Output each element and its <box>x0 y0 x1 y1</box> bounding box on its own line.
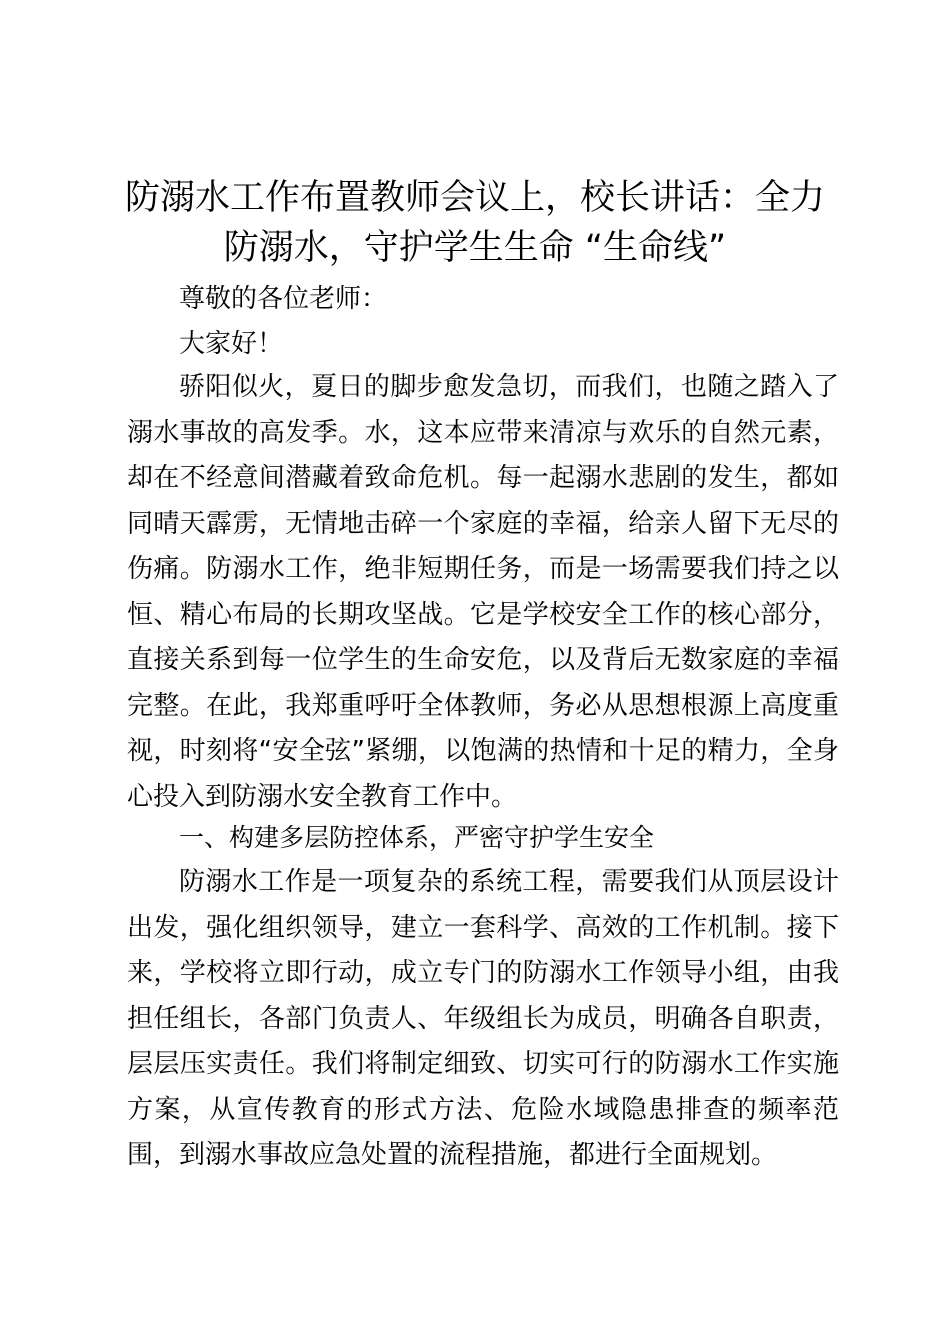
document-title-line-1: 防溺水工作布置教师会议上，校长讲话：全力 <box>124 178 825 218</box>
document-title-line-2: 防溺水，守护学生生命 “生命线” <box>223 228 727 268</box>
paragraph-intro: 骄阳似火，夏日的脚步愈发急切，而我们，也随之踏入了溺水事故的高发季。水，这本应带来清凉与欢乐的自然元素，却在不经意间潜藏着致命危机。每一起溺水悲剧的发生，都如同晴天霹雳，无情地击碎一个家庭的幸福，给亲人留下无尽的伤痛。防溺水工作，绝非短期任务，而是一场需要我们持之以恒、精心布局的长期攻坚战。它是学校安全工作的核心部分，直接关系到每一位学生的生命安危，以及背后无数家庭的幸福完整。在此，我郑重呼吁全体教师，务必从思想根源上高度重视，时刻将“安全弦”紧绷，以饱满的热情和十足的精力，全身心投入到防溺水安全教育工作中。 <box>127 372 839 812</box>
greeting: 大家好！ <box>179 329 284 359</box>
section-heading-1: 一、构建多层防控体系，严密守护学生安全 <box>179 823 655 852</box>
paragraph-section-1: 防溺水工作是一项复杂的系统工程，需要我们从顶层设计出发，强化组织领导，建立一套科学、高效的工作机制。接下来，学校将立即行动，成立专门的防溺水工作领导小组，由我担任组长，各部门负责人、年级组长为成员，明确各自职责，层层压实责任。我们将制定细致、切实可行的防溺水工作实施方案，从宣传教育的形式方法、危险水域隐患排查的频率范围，到溺水事故应急处置的流程措施，都进行全面规划。 <box>127 867 839 1170</box>
salutation: 尊敬的各位老师： <box>179 284 388 314</box>
